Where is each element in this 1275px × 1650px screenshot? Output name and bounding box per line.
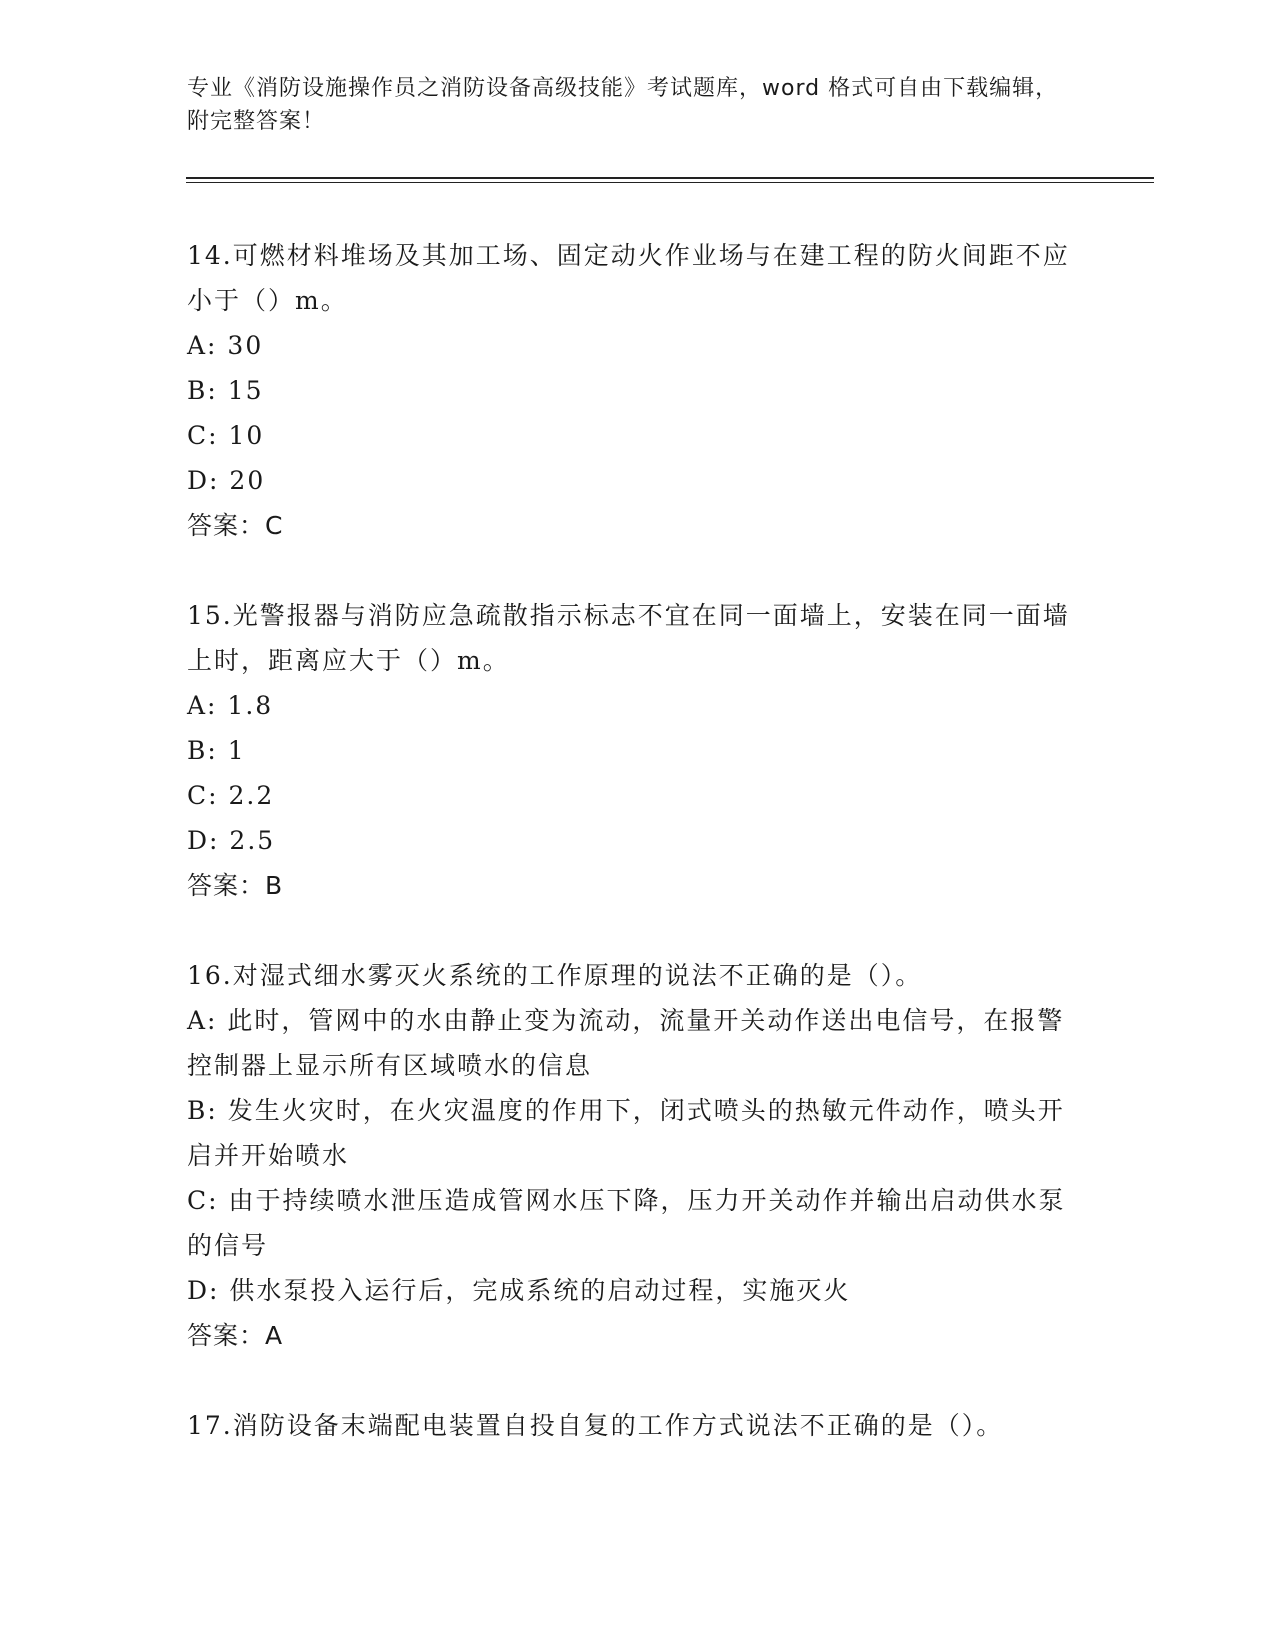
question-14 (187, 233, 1077, 548)
document-header: 专业《消防设施操作员之消防设备高级技能》考试题库，word 格式可自由下载编辑，附完整答案！ (187, 76, 1059, 134)
option-b: B: 发生火灾时，在火灾温度的作用下，闭式喷头的热敏元件动作，喷头开启并开始喷水 (187, 1096, 1065, 1170)
question-stem: 16.对湿式细水雾灭火系统的工作原理的说法不正确的是（）。 (187, 961, 923, 990)
option-d: D: 供水泵投入运行后，完成系统的启动过程，实施灭火 (187, 1276, 851, 1305)
question-stem: 14.可燃材料堆场及其加工场、固定动火作业场与在建工程的防火间距不应小于（）m。 (187, 241, 1070, 315)
option-a: A: 此时，管网中的水由静止变为流动，流量开关动作送出电信号，在报警控制器上显示所有区域喷水的信息 (187, 1006, 1065, 1080)
option-c: C: 2.2 (187, 781, 275, 810)
question-15 (187, 593, 1077, 908)
question-16 (187, 953, 1077, 1358)
question-17 (187, 1403, 1077, 1448)
header-divider-thin (186, 182, 1154, 183)
option-c: C: 由于持续喷水泄压造成管网水压下降，压力开关动作并输出启动供水泵的信号 (187, 1186, 1066, 1260)
spacer (187, 548, 1077, 593)
option-a: A: 1.8 (187, 691, 274, 720)
option-b: B: 15 (187, 376, 264, 405)
header-divider-thick (186, 177, 1154, 179)
option-d: D: 20 (187, 466, 266, 495)
spacer (187, 908, 1077, 953)
answer: 答案：C (187, 511, 284, 540)
option-b: B: 1 (187, 736, 246, 765)
question-list (187, 233, 1077, 1448)
question-stem: 17.消防设备末端配电装置自投自复的工作方式说法不正确的是（）。 (187, 1411, 1004, 1440)
option-d: D: 2.5 (187, 826, 276, 855)
spacer (187, 1358, 1077, 1403)
option-c: C: 10 (187, 421, 265, 450)
option-a: A: 30 (187, 331, 264, 360)
question-stem: 15.光警报器与消防应急疏散指示标志不宜在同一面墙上，安装在同一面墙上时，距离应大于（）m。 (187, 601, 1070, 675)
answer: 答案：B (187, 871, 284, 900)
answer: 答案：A (187, 1321, 284, 1350)
